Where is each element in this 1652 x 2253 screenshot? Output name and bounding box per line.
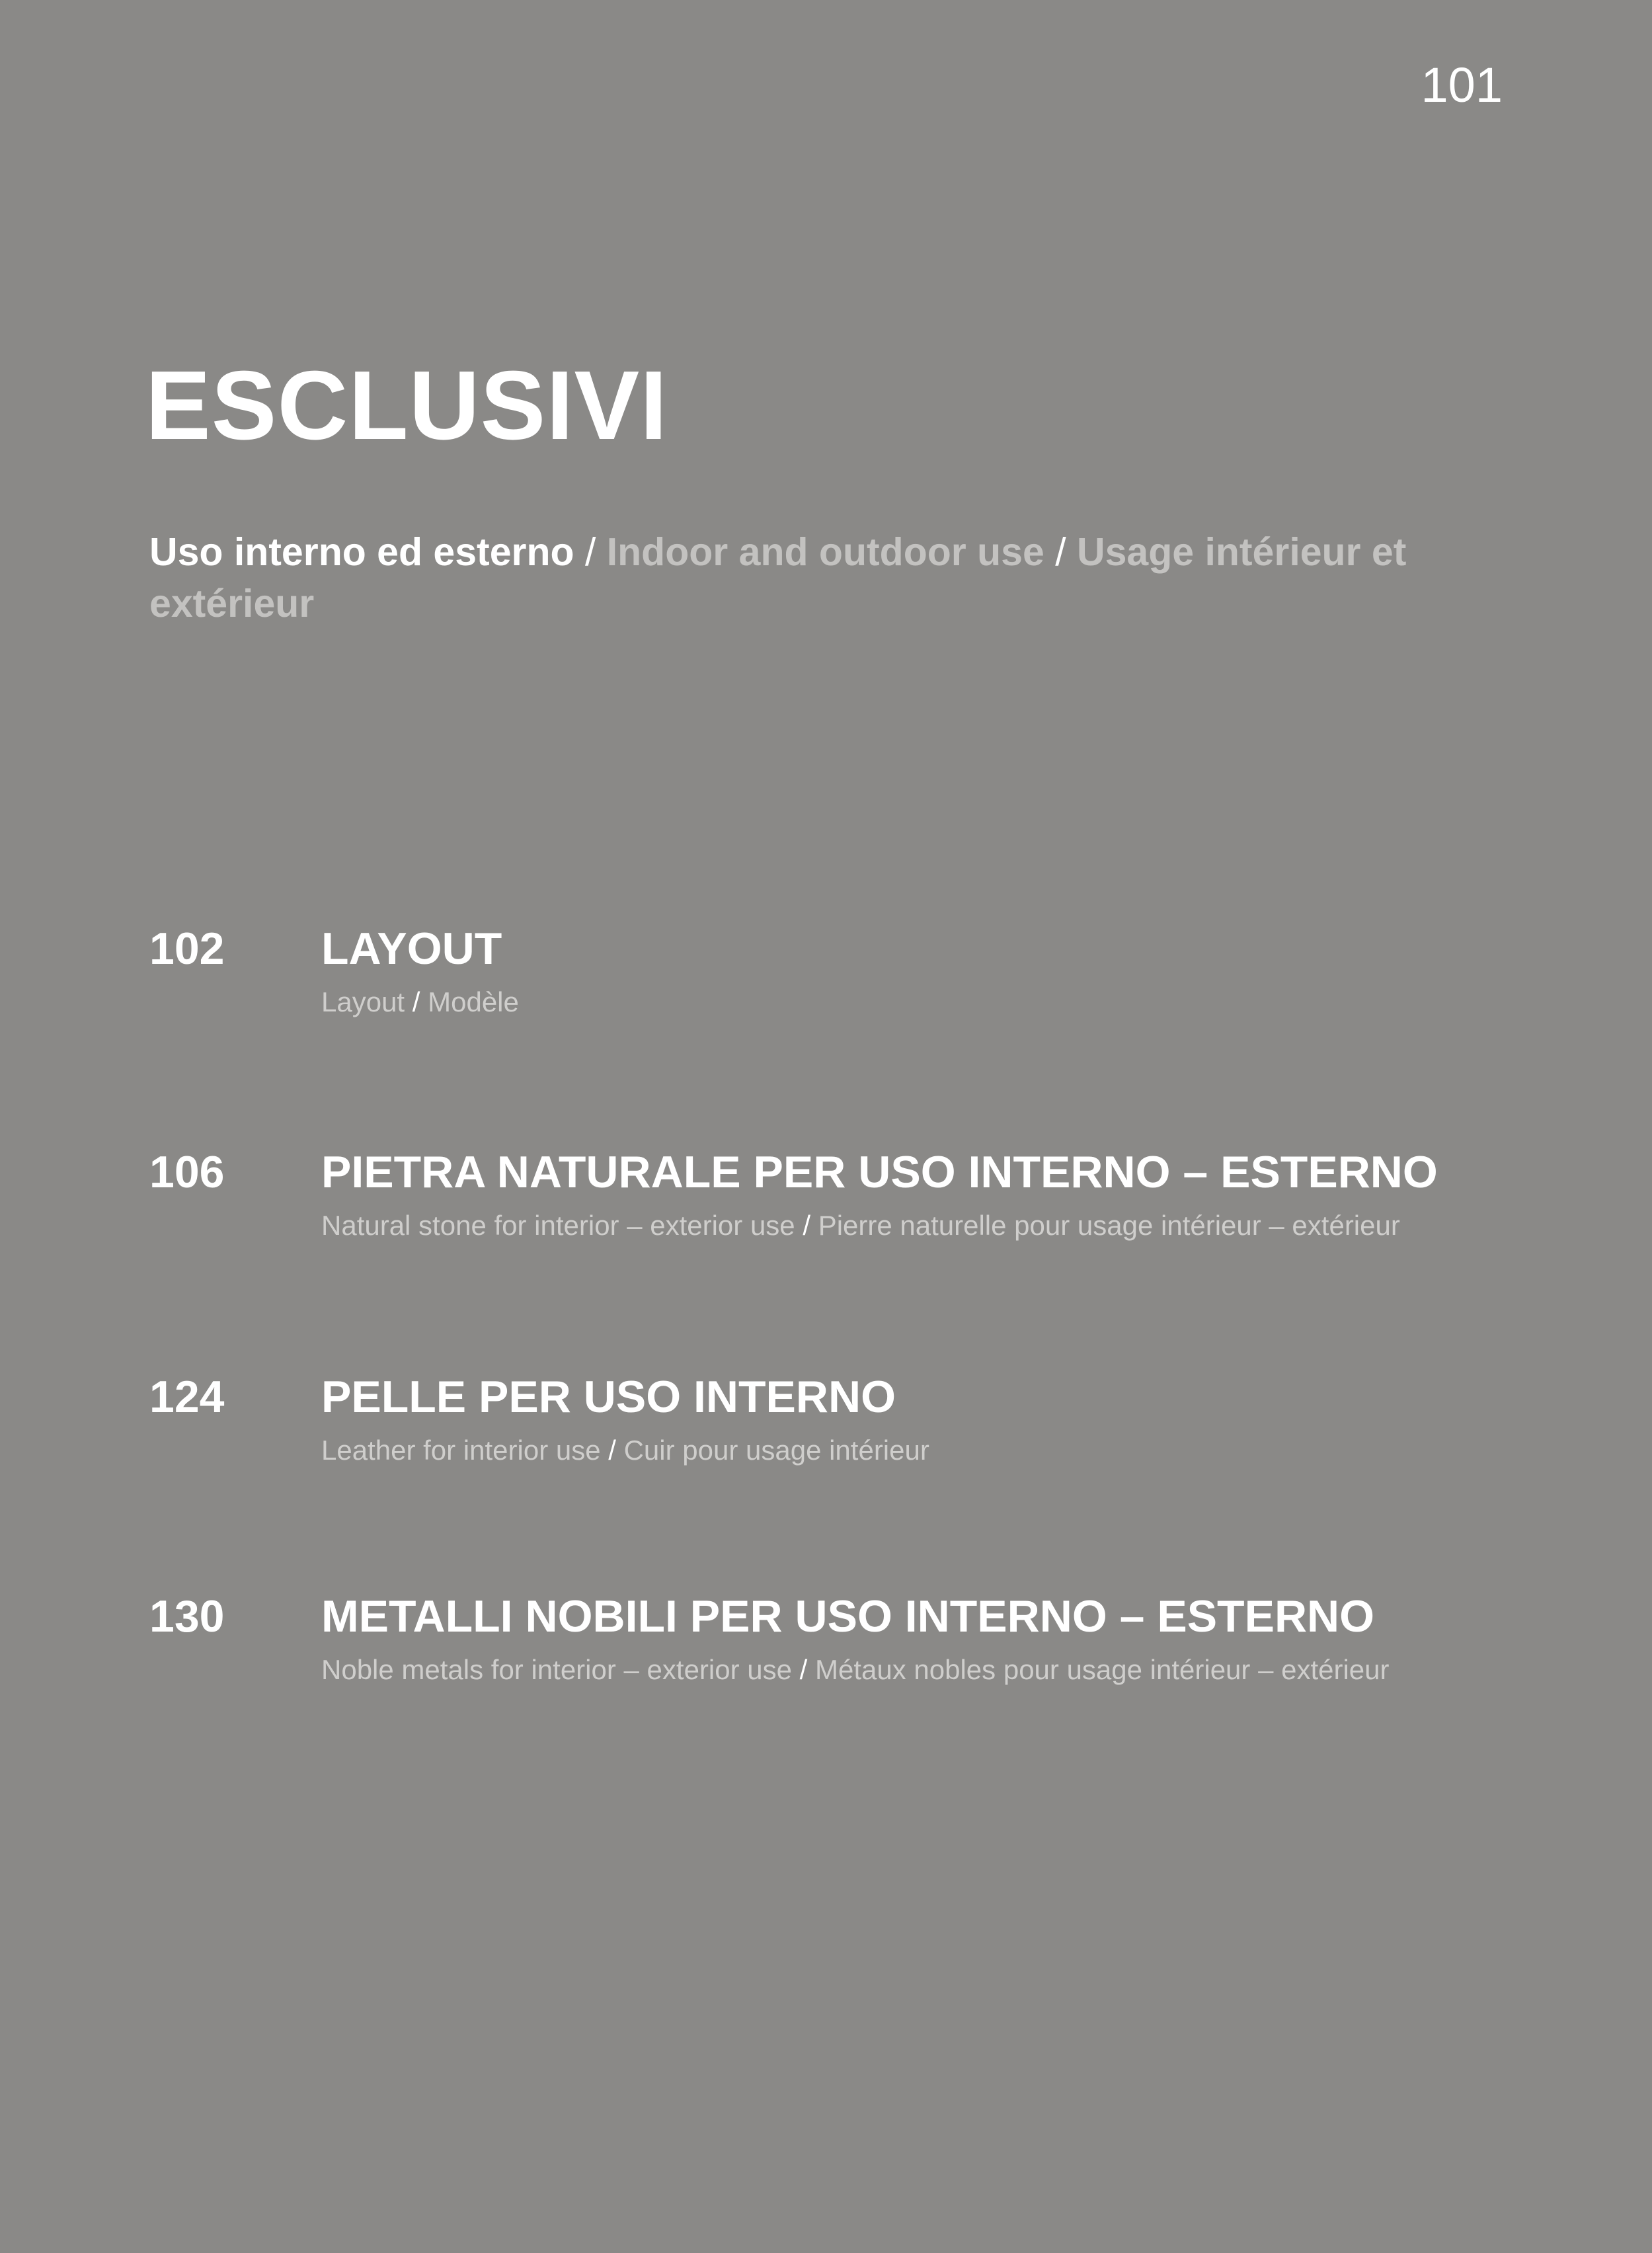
toc-title: PIETRA NATURALE PER USO INTERNO – ESTERNO: [321, 1147, 1438, 1197]
toc-description-french: Cuir pour usage intérieur: [623, 1435, 929, 1466]
toc-description-separator: /: [791, 1654, 815, 1685]
subtitle-french: Usage intérieur et extérieur: [149, 530, 1407, 625]
toc-text: [321, 922, 1551, 1019]
toc-title: METALLI NOBILI PER USO INTERNO – ESTERNO: [321, 1591, 1375, 1641]
toc-description-french: Modèle: [428, 986, 519, 1017]
toc-description-english: Leather for interior use: [321, 1435, 601, 1466]
toc-page-number: 102: [149, 924, 225, 974]
toc-description: [321, 1653, 1432, 1687]
toc-page-number: 106: [149, 1147, 225, 1197]
toc-description-english: Noble metals for interior – exterior use: [321, 1654, 792, 1685]
toc-description: [321, 1433, 1551, 1468]
section-subtitle: [149, 526, 1472, 629]
toc-description: [321, 1208, 1551, 1243]
toc-description-english: Layout: [321, 986, 405, 1017]
toc-description-french: Pierre naturelle pour usage intérieur – extérieur: [818, 1210, 1400, 1241]
toc-text: [321, 1145, 1551, 1243]
toc-description-english: Natural stone for interior – exterior use: [321, 1210, 795, 1241]
toc-text: [321, 1370, 1551, 1468]
toc-title: LAYOUT: [321, 924, 502, 974]
subtitle-english: Indoor and outdoor use: [606, 530, 1044, 574]
toc-text: [321, 1589, 1551, 1687]
subtitle-separator: /: [1044, 530, 1077, 574]
toc-title: PELLE PER USO INTERNO: [321, 1372, 896, 1422]
section-title: ESCLUSIVI: [145, 351, 668, 460]
subtitle-italian: Uso interno ed esterno: [149, 530, 574, 574]
toc-description: [321, 985, 1551, 1019]
toc-description-separator: /: [600, 1435, 624, 1466]
toc-page-number: 124: [149, 1372, 225, 1422]
page-number: 101: [1421, 58, 1503, 112]
toc-description-french: Métaux nobles pour usage intérieur – extérieur: [815, 1654, 1390, 1685]
toc-description-separator: /: [405, 986, 428, 1017]
toc-page-number: 130: [149, 1591, 225, 1641]
toc-description-separator: /: [795, 1210, 818, 1241]
subtitle-separator: /: [574, 530, 607, 574]
